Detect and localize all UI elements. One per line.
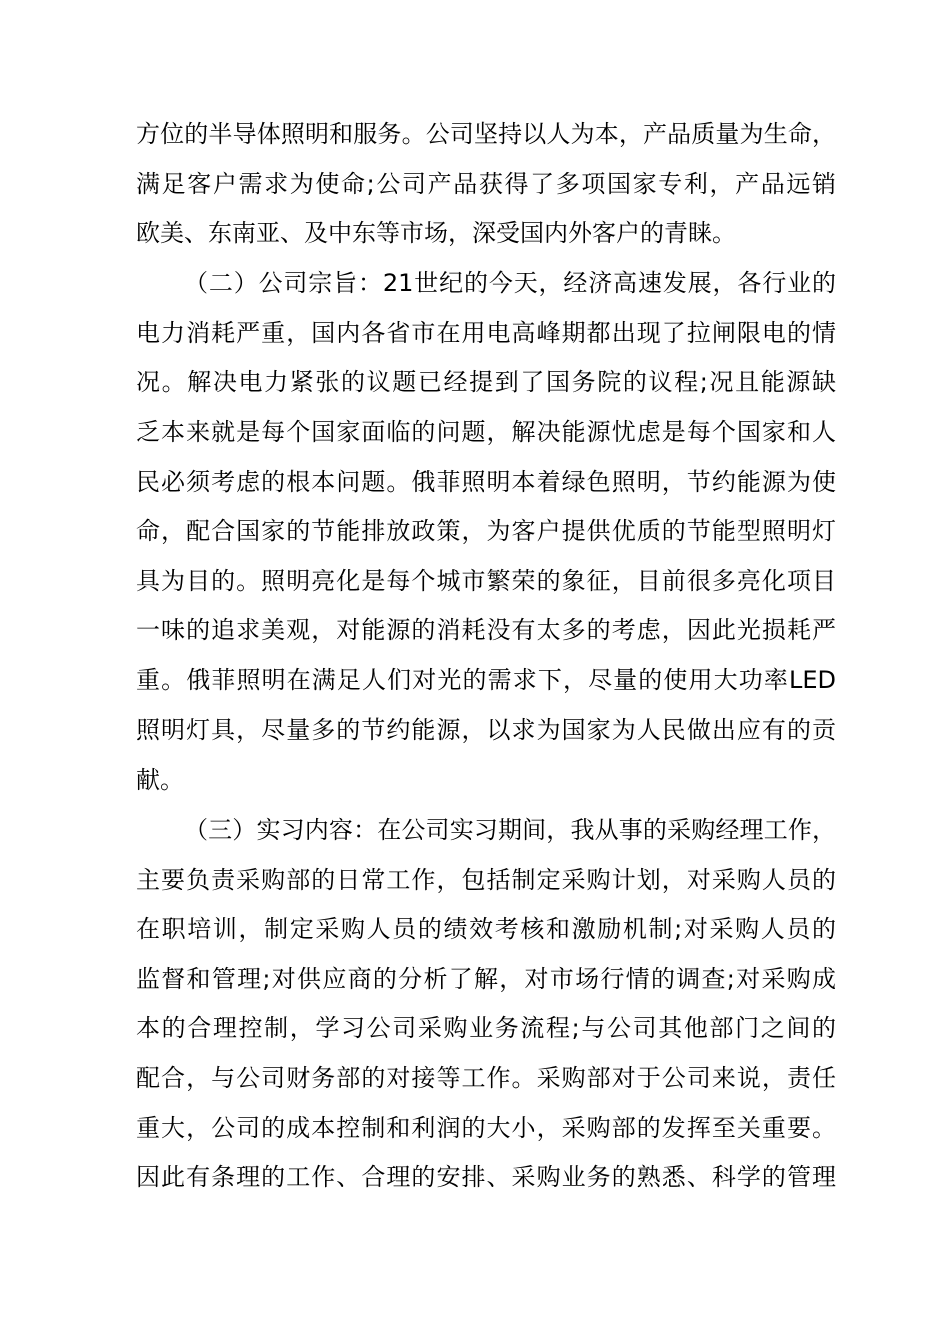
text-line: 乏本来就是每个国家面临的问题，解决能源忧虑是每个国家和人	[136, 418, 836, 446]
text-line: 电力消耗严重，国内各省市在用电高峰期都出现了拉闸限电的情	[136, 319, 836, 347]
text-line: 本的合理控制，学习公司采购业务流程;与公司其他部门之间的	[136, 1014, 836, 1042]
text-line: 监督和管理;对供应商的分析了解，对市场行情的调查;对采购成	[136, 965, 836, 993]
text-line: 欧美、东南亚、及中东等市场，深受国内外客户的青睐。	[136, 219, 736, 247]
text-line: 方位的半导体照明和服务。公司坚持以人为本，产品质量为生命，	[136, 120, 836, 148]
text-line: 在职培训，制定采购人员的绩效考核和激励机制;对采购人员的	[136, 915, 836, 943]
text-line: 命，配合国家的节能排放政策，为客户提供优质的节能型照明灯	[136, 517, 836, 545]
text-line: 况。解决电力紧张的议题已经提到了国务院的议程;况且能源缺	[136, 368, 836, 396]
text-line: 重。俄菲照明在满足人们对光的需求下，尽量的使用大功率LED	[136, 666, 836, 694]
text-line: （三）实习内容：在公司实习期间，我从事的采购经理工作，	[184, 816, 836, 844]
text-line: 配合，与公司财务部的对接等工作。采购部对于公司来说，责任	[136, 1064, 836, 1092]
text-line: 照明灯具，尽量多的节约能源，以求为国家为人民做出应有的贡	[136, 716, 836, 744]
text-line: 主要负责采购部的日常工作，包括制定采购计划，对采购人员的	[136, 866, 836, 894]
text-line: 民必须考虑的根本问题。俄菲照明本着绿色照明，节约能源为使	[136, 468, 836, 496]
text-line: 一味的追求美观，对能源的消耗没有太多的考虑，因此光损耗严	[136, 616, 836, 644]
text-line: 重大，公司的成本控制和利润的大小，采购部的发挥至关重要。	[136, 1114, 836, 1142]
text-line: 具为目的。照明亮化是每个城市繁荣的象征，目前很多亮化项目	[136, 567, 836, 595]
text-line: 献。	[136, 766, 184, 794]
text-line: 因此有条理的工作、合理的安排、采购业务的熟悉、科学的管理	[136, 1163, 836, 1191]
text-line: 满足客户需求为使命;公司产品获得了多项国家专利，产品远销	[136, 170, 836, 198]
text-line: （二）公司宗旨：21世纪的今天，经济高速发展，各行业的	[184, 269, 836, 297]
